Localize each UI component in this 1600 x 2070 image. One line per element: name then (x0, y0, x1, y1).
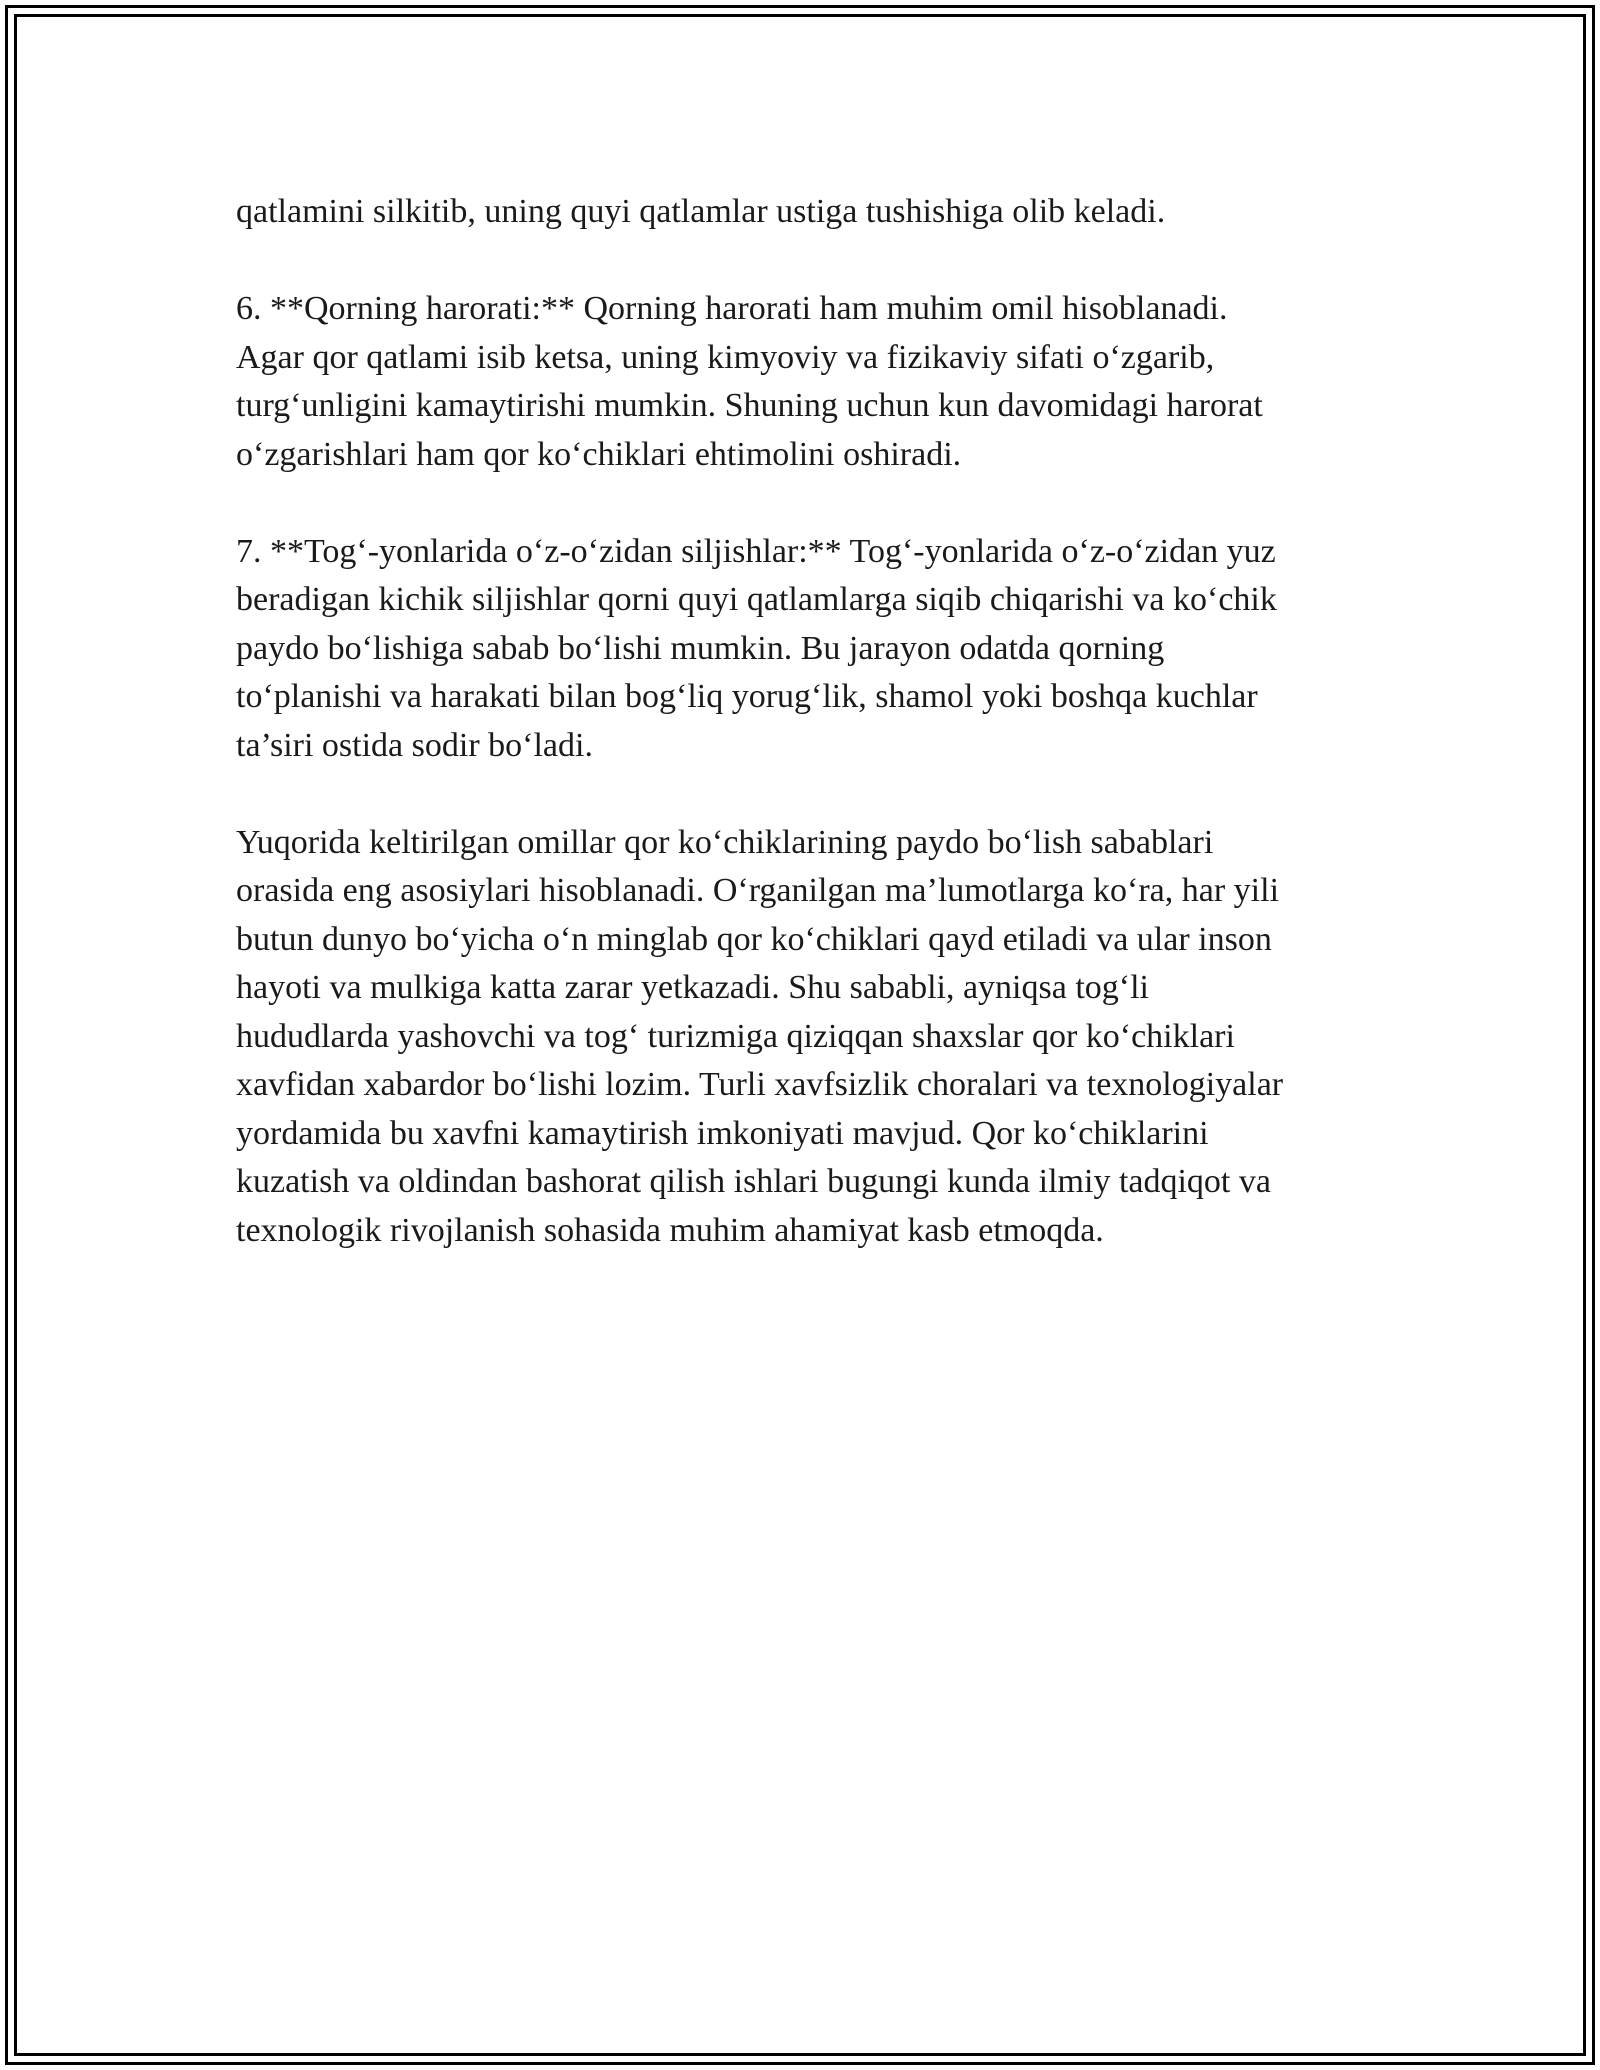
paragraph-slope-sliding: 7. **Tog‘-yonlarida o‘z-o‘zidan siljishlar:** Tog‘-yonlarida o‘z-o‘zidan yuz beradigan kichik siljishlar qorni quyi qatlamlarga siqib chiqarishi va ko‘chik paydo bo‘lishiga sabab bo‘lishi mumkin. Bu jarayon odatda qorning to‘planishi va harakati bilan bog‘liq yorug‘lik, shamol yoki boshqa kuchlar ta’siri ostida sodir bo‘ladi. (236, 532, 1277, 764)
paragraph-snow-temperature: 6. **Qorning harorati:** Qorning harorati ham muhim omil hisoblanadi. Agar qor qatlami isib ketsa, uning kimyoviy va fizikaviy sifati o‘zgarib, turg‘unligini kamaytirishi mumkin. Shuning uchun kun davomidagi harorat o‘zgarishlari ham qor ko‘chiklari ehtimolini oshiradi. (236, 290, 1263, 473)
paragraph-conclusion: Yuqorida keltirilgan omillar qor ko‘chiklarining paydo bo‘lish sabablari orasida eng asosiylari hisoblanadi. O‘rganilgan ma’lumotlarga ko‘ra, har yili butun dunyo bo‘yicha o‘n minglab qor ko‘chiklari qayd etiladi va ular inson hayoti va mulkiga katta zarar yetkazadi. Shu sababli, ayniqsa tog‘li hududlarda yashovchi va tog‘ turizmiga qiziqqan shaxslar qor ko‘chiklari xavfidan xabardor bo‘lishi lozim. Turli xavfsizlik choralari va texnologiyalar yordamida bu xavfni kamaytirish imkoniyati mavjud. Qor ko‘chiklarini kuzatish va oldindan bashorat qilish ishlari bugungi kunda ilmiy tadqiqot va texnologik rivojlanish sohasida muhim ahamiyat kasb etmoqda. (236, 823, 1284, 1249)
paragraph-continuation: qatlamini silkitib, uning quyi qatlamlar ustiga tushishiga olib keladi. (236, 193, 1166, 230)
document-body (236, 188, 1376, 1304)
